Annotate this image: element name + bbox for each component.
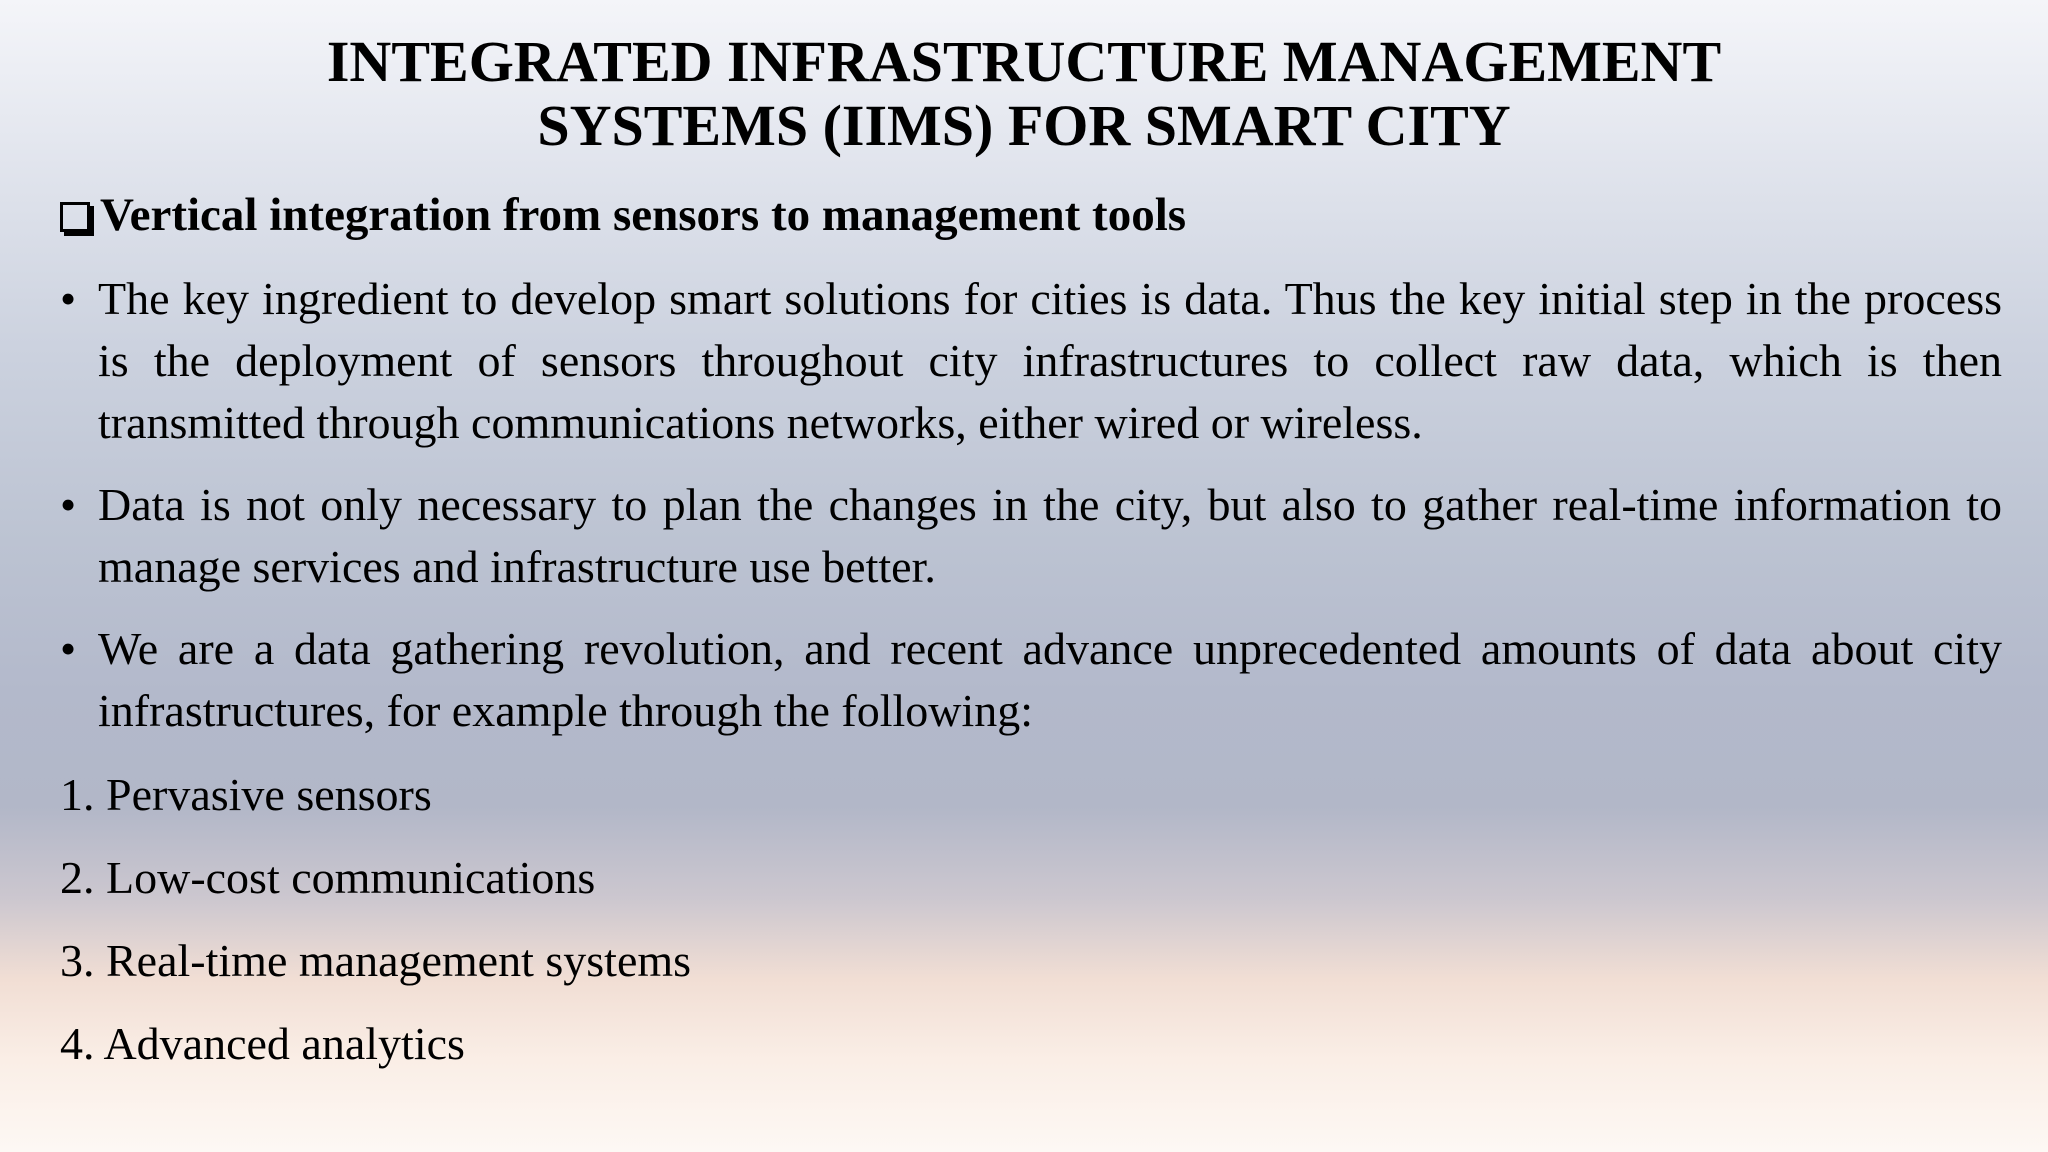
section-subheading	[60, 185, 1186, 245]
numbered-item: 1. Pervasive sensors	[60, 769, 432, 820]
bullet-item	[60, 618, 2002, 742]
numbered-list	[60, 764, 691, 1096]
bullet-text: Data is not only necessary to plan the changes in the city, but also to gather real-time information to manage services and infrastructure use better.	[98, 479, 2002, 592]
bullet-item	[60, 474, 2002, 598]
subheading-text: Vertical integration from sensors to management tools	[100, 189, 1187, 241]
slide-title-line-2: SYSTEMS (IIMS) FOR SMART CITY	[537, 93, 1511, 158]
numbered-item: 4. Advanced analytics	[60, 1018, 465, 1069]
checkbox-icon	[60, 202, 90, 232]
bullet-icon: •	[60, 479, 77, 530]
slide-title	[0, 30, 2048, 158]
numbered-item: 3. Real-time management systems	[60, 935, 692, 986]
bullet-text: We are a data gathering revolution, and recent advance unprecedented amounts of data about city infrastructures, for example through the following:	[98, 623, 2002, 736]
bullet-icon: •	[60, 273, 77, 324]
numbered-item: 2. Low-cost communications	[60, 852, 596, 903]
bullet-text: The key ingredient to develop smart solutions for cities is data. Thus the key initial step in the process is the deployment of sensors throughout city infrastructures to collect raw data, which is then transmitted through communications networks, either wired or wireless.	[98, 273, 2002, 448]
bullet-item	[60, 268, 2002, 454]
bullet-icon: •	[60, 623, 77, 674]
bullet-list	[60, 268, 2002, 762]
slide-title-line-1: INTEGRATED INFRASTRUCTURE MANAGEMENT	[326, 29, 1722, 94]
